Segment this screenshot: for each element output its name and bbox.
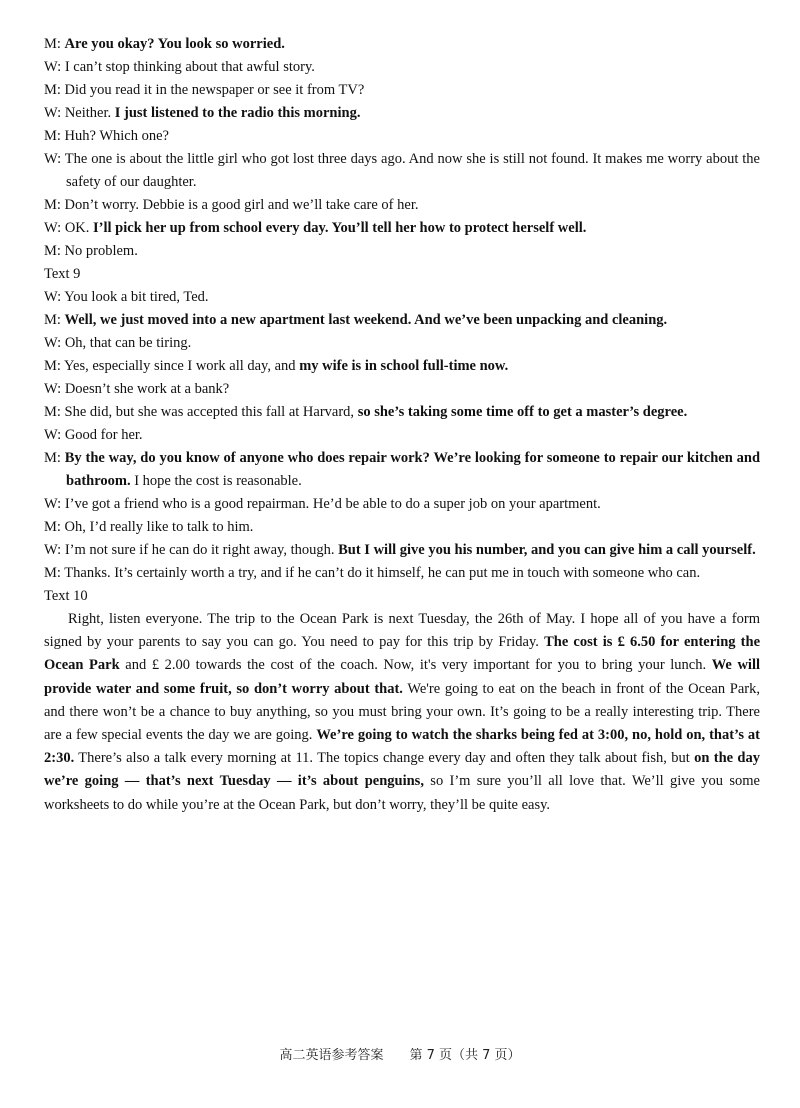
dialogue-line: M: Well, we just moved into a new apartment last weekend. And we’ve been unpacking and cleaning.	[44, 312, 668, 328]
page-footer: 高二英语参考答案 第 7 页（共 7 页）	[279, 1048, 521, 1063]
dialogue-line: W: You look a bit tired, Ted.	[44, 289, 209, 305]
dialogue-line: W: I’ve got a friend who is a good repairman. He’d be able to do a super job on your apartment.	[44, 496, 601, 512]
section-heading-text9: Text 9	[44, 266, 81, 282]
section-heading-text10: Text 10	[44, 588, 88, 604]
dialogue-line: M: She did, but she was accepted this fall at Harvard, so she’s taking some time off to get a master’s degree.	[44, 404, 688, 420]
dialogue-line: W: Good for her.	[44, 427, 143, 443]
monologue-paragraph: Right, listen everyone. The trip to the Ocean Park is next Tuesday, the 26th of May. I hope all of you have a form signed by your parents to say you can go. You need to pay for this trip by Friday. The cost is £ 6.50 for entering the Ocean Park and £ 2.00 towards the cost of the coach. Now, it's very important for you to bring your lunch. We will provide water and some fruit, so don’t worry about that. We're going to eat on the beach in front of the Ocean Park, and there won’t be a chance to buy anything, so you must bring your own. It’s going to be a really interesting trip. There are a few special events the day we are going. We’re going to watch the sharks being fed at 3:00, no, hold on, that’s at 2:30. There’s also a talk every morning at 11. The topics change every day and often they talk about fish, but on the day we’re going — that’s next Tuesday — it’s about penguins, so I’m sure you’ll all love that. We’ll give you some worksheets to do while you’re at the Ocean Park, but don’t worry, they’ll be quite easy.	[44, 611, 761, 813]
dialogue-line: W: Oh, that can be tiring.	[44, 335, 192, 351]
dialogue-line: W: The one is about the little girl who got lost three days ago. And now she is still not found. It makes me worry about the safety of our daughter.	[44, 151, 760, 190]
dialogue-line: M: By the way, do you know of anyone who does repair work? We’re looking for someone to repair our kitchen and bathroom. I hope the cost is reasonable.	[44, 450, 761, 489]
dialogue-line: M: Yes, especially since I work all day, and my wife is in school full-time now.	[44, 358, 509, 374]
dialogue-line: W: I can’t stop thinking about that awful story.	[44, 59, 315, 75]
dialogue-line: M: Huh? Which one?	[44, 128, 169, 144]
answer-key-page	[44, 33, 760, 817]
dialogue-line: M: Don’t worry. Debbie is a good girl and we’ll take care of her.	[44, 197, 419, 213]
dialogue-line: W: Doesn’t she work at a bank?	[44, 381, 230, 397]
dialogue-line: W: Neither. I just listened to the radio this morning.	[44, 105, 361, 121]
dialogue-line: M: Oh, I’d really like to talk to him.	[44, 519, 254, 535]
dialogue-line: M: Are you okay? You look so worried.	[44, 36, 285, 52]
dialogue-line: M: No problem.	[44, 243, 138, 259]
dialogue-line: W: OK. I’ll pick her up from school every day. You’ll tell her how to protect herself well.	[44, 220, 587, 236]
dialogue-line: W: I’m not sure if he can do it right away, though. But I will give you his number, and you can give him a call yourself.	[44, 542, 756, 558]
dialogue-line: M: Did you read it in the newspaper or see it from TV?	[44, 82, 365, 98]
dialogue-line: M: Thanks. It’s certainly worth a try, and if he can’t do it himself, he can put me in touch with someone who can.	[44, 565, 701, 581]
